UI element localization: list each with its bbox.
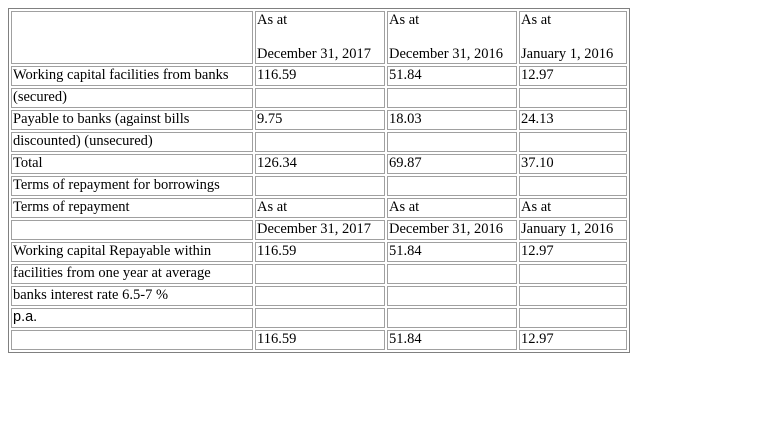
- row-value-2016: [387, 176, 517, 196]
- row-label: (secured): [11, 88, 253, 108]
- header-col-2016: [387, 11, 517, 64]
- row-value-jan2016: 12.97: [519, 242, 627, 262]
- row-value-2017: 116.59: [255, 242, 385, 262]
- row-value-2016: 69.87: [387, 154, 517, 174]
- row-value-2016: 51.84: [387, 66, 517, 86]
- row-value-2017: [255, 88, 385, 108]
- row-value-2017: [255, 176, 385, 196]
- row-value-2017: December 31, 2017: [255, 220, 385, 240]
- row-label: p.a.: [11, 308, 253, 328]
- header-row: [11, 11, 627, 64]
- row-value-2016: [387, 132, 517, 152]
- header-col-jan2016: [519, 11, 627, 64]
- row-value-jan2016: [519, 88, 627, 108]
- row-value-2016: 18.03: [387, 110, 517, 130]
- row-value-jan2016: January 1, 2016: [519, 220, 627, 240]
- row-label: Working capital facilities from banks: [11, 66, 253, 86]
- row-value-jan2016: [519, 132, 627, 152]
- row-label: [11, 330, 253, 350]
- table-row: [11, 110, 627, 130]
- row-value-2017: 116.59: [255, 330, 385, 350]
- header-col-2017-line2: December 31, 2017: [257, 46, 371, 62]
- row-value-2017: [255, 264, 385, 284]
- row-value-jan2016: [519, 176, 627, 196]
- row-value-2017: As at: [255, 198, 385, 218]
- table-row: [11, 286, 627, 306]
- total-row: [11, 330, 627, 350]
- table-row: [11, 198, 627, 218]
- row-label: Working capital Repayable within: [11, 242, 253, 262]
- header-col-2016-line1: As at: [389, 12, 420, 28]
- row-label: facilities from one year at average: [11, 264, 253, 284]
- table-row: [11, 242, 627, 262]
- row-value-2017: 126.34: [255, 154, 385, 174]
- row-value-2017: 9.75: [255, 110, 385, 130]
- row-value-2016: [387, 308, 517, 328]
- row-value-2016: [387, 286, 517, 306]
- table-row: [11, 220, 627, 240]
- row-value-2016: [387, 88, 517, 108]
- row-value-jan2016: 12.97: [519, 330, 627, 350]
- row-value-jan2016: [519, 308, 627, 328]
- row-value-2017: [255, 308, 385, 328]
- row-label: [11, 220, 253, 240]
- row-value-2016: [387, 264, 517, 284]
- header-col-jan2016-line1: As at: [521, 12, 552, 28]
- table-row: [11, 308, 627, 328]
- total-row: [11, 154, 627, 174]
- row-label: Total: [11, 154, 253, 174]
- row-value-2016: December 31, 2016: [387, 220, 517, 240]
- row-value-jan2016: [519, 264, 627, 284]
- table-row: [11, 264, 627, 284]
- row-label: discounted) (unsecured): [11, 132, 253, 152]
- row-value-jan2016: [519, 286, 627, 306]
- row-value-jan2016: 37.10: [519, 154, 627, 174]
- row-value-2016: As at: [387, 198, 517, 218]
- borrowings-table: [8, 8, 630, 353]
- row-label: Payable to banks (against bills: [11, 110, 253, 130]
- row-label: Terms of repayment: [11, 198, 253, 218]
- row-value-2016: 51.84: [387, 242, 517, 262]
- row-value-2017: 116.59: [255, 66, 385, 86]
- row-value-jan2016: 24.13: [519, 110, 627, 130]
- header-col-2016-line2: December 31, 2016: [389, 46, 503, 62]
- row-value-jan2016: 12.97: [519, 66, 627, 86]
- header-col-2017: [255, 11, 385, 64]
- document-area: [8, 8, 630, 353]
- row-value-2017: [255, 286, 385, 306]
- table-row: [11, 66, 627, 86]
- row-label: Terms of repayment for borrowings: [11, 176, 253, 196]
- header-col-jan2016-line2: January 1, 2016: [521, 46, 614, 62]
- table-row: [11, 176, 627, 196]
- row-value-2017: [255, 132, 385, 152]
- table-row: [11, 88, 627, 108]
- row-value-2016: 51.84: [387, 330, 517, 350]
- row-label: banks interest rate 6.5-7 %: [11, 286, 253, 306]
- header-col-2017-line1: As at: [257, 12, 288, 28]
- table-row: [11, 132, 627, 152]
- row-value-jan2016: As at: [519, 198, 627, 218]
- header-label-cell: [11, 11, 253, 64]
